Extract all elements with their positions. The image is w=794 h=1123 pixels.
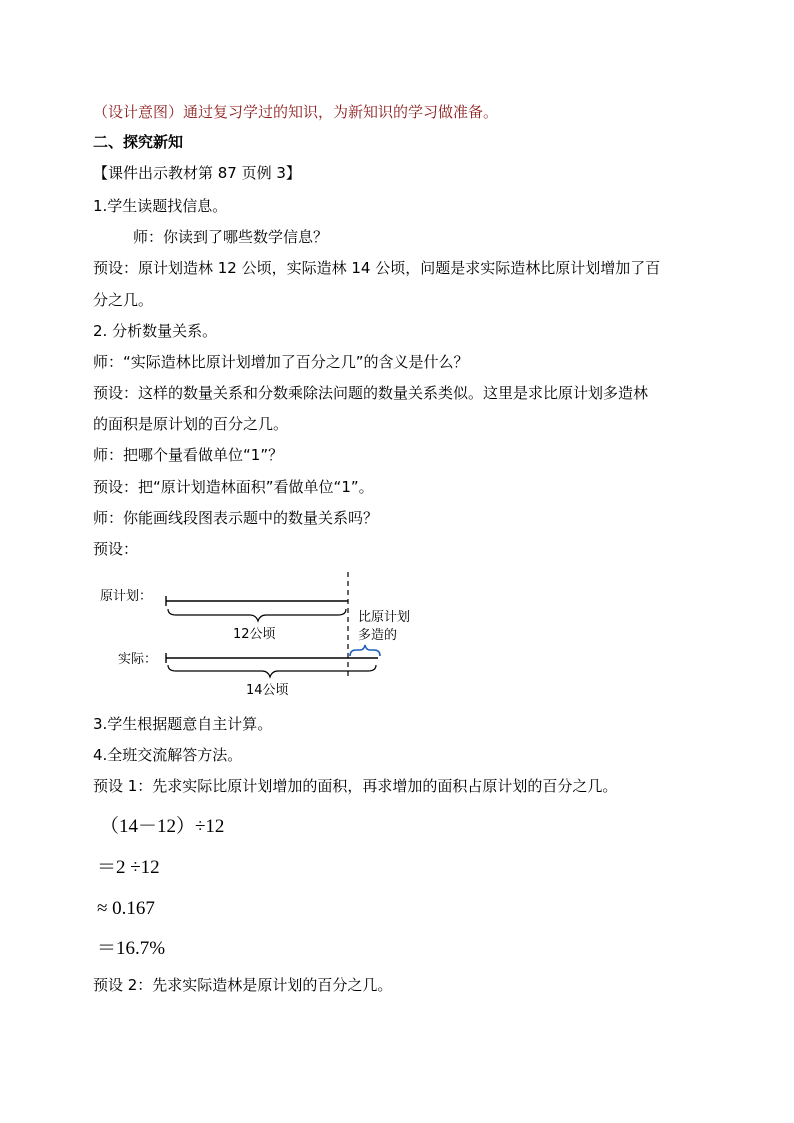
preset-method-2: 预设 2：先求实际造林是原计划的百分之几。 bbox=[93, 976, 393, 994]
teacher-question-4: 师：你能画线段图表示题中的数量关系吗？ bbox=[93, 509, 379, 527]
actual-brace bbox=[168, 665, 376, 677]
preset-1-line-a: 预设：原计划造林 12 公顷，实际造林 14 公顷，问题是求实际造林比原计划增加了百 bbox=[93, 259, 661, 277]
teacher-question-1: 师：你读到了哪些数学信息？ bbox=[133, 228, 329, 246]
step-4: 4.全班交流解答方法。 bbox=[93, 746, 243, 764]
preset-1-line-b: 分之几。 bbox=[93, 291, 154, 309]
math-step-2: ＝2 ÷12 bbox=[97, 857, 160, 878]
courseware-note: 【课件出示教材第 87 页例 3】 bbox=[93, 164, 301, 182]
teacher-question-3: 师：把哪个量看做单位“1”？ bbox=[93, 446, 284, 464]
preset-3: 预设：把“原计划造林面积”看做单位“1”。 bbox=[93, 478, 374, 496]
preset-4: 预设： bbox=[93, 540, 139, 558]
section-title: 二、探究新知 bbox=[93, 133, 184, 151]
preset-method-1: 预设 1：先求实际比原计划增加的面积，再求增加的面积占原计划的百分之几。 bbox=[93, 777, 618, 795]
preset-2-line-a: 预设：这样的数量关系和分数乘除法问题的数量关系类似。这里是求比原计划多造林 bbox=[93, 384, 649, 402]
math-step-3: ≈ 0.167 bbox=[97, 898, 155, 919]
math-step-4: ＝16.7% bbox=[97, 938, 166, 959]
extra-label-line-2: 多造的 bbox=[358, 628, 398, 643]
actual-value-label: 14公顷 bbox=[246, 683, 289, 698]
diagram-label-actual: 实际： bbox=[118, 652, 158, 667]
step-1: 1.学生读题找信息。 bbox=[93, 197, 228, 215]
teacher-question-2: 师：“实际造林比原计划增加了百分之几”的含义是什么？ bbox=[93, 353, 469, 371]
plan-brace bbox=[168, 609, 346, 621]
plan-value-label: 12公顷 bbox=[233, 627, 276, 642]
extra-label-line-1: 比原计划 bbox=[358, 610, 411, 625]
preset-2-line-b: 的面积是原计划的百分之几。 bbox=[93, 415, 289, 433]
step-2: 2. 分析数量关系。 bbox=[93, 322, 218, 340]
extra-brace bbox=[350, 645, 380, 656]
math-step-1: （14－12）÷12 bbox=[100, 816, 225, 837]
diagram-label-plan: 原计划： bbox=[100, 589, 153, 604]
step-3: 3.学生根据题意自主计算。 bbox=[93, 715, 273, 733]
design-intent: （设计意图）通过复习学过的知识，为新知识的学习做准备。 bbox=[93, 103, 499, 121]
